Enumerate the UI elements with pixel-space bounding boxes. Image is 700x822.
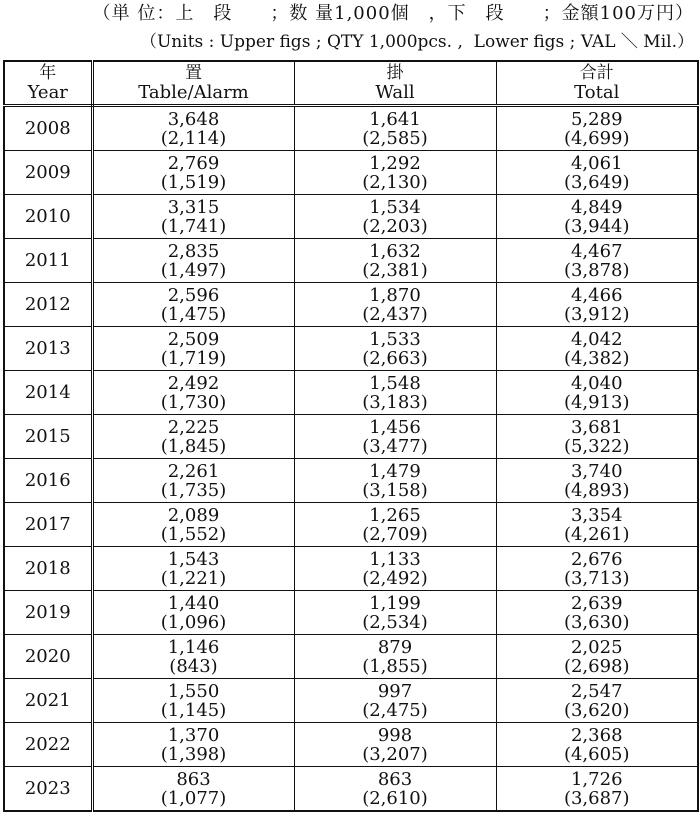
header-total-en: Total <box>574 81 620 103</box>
table-alarm-quantity: 1,146 <box>167 636 220 658</box>
year-cell <box>4 547 92 591</box>
year-cell <box>4 503 92 547</box>
table-alarm-cell <box>92 195 294 239</box>
year-cell <box>4 283 92 327</box>
table-alarm-value: (1,096) <box>160 611 227 633</box>
total-cell <box>496 679 698 723</box>
table-row <box>4 679 698 723</box>
total-cell <box>496 415 698 459</box>
wall-quantity: 1,199 <box>369 592 421 614</box>
table-alarm-quantity: 1,440 <box>167 592 220 614</box>
total-quantity: 2,639 <box>570 592 623 614</box>
wall-quantity: 1,479 <box>369 460 421 482</box>
table-alarm-cell <box>92 767 294 812</box>
wall-cell <box>294 679 496 723</box>
wall-value: (3,207) <box>362 743 428 765</box>
year-cell-text: 2012 <box>24 294 71 315</box>
year-cell-text: 2016 <box>24 470 71 491</box>
table-alarm-value: (1,077) <box>160 787 227 809</box>
header-wall-jp: 掛 <box>386 62 404 83</box>
wall-quantity: 1,265 <box>369 504 421 526</box>
total-cell <box>496 723 698 767</box>
table-row <box>4 195 698 239</box>
units-note-japanese: （単 位：上 段 ；数 量1,000個 ，下 段 ；金額100万円） <box>92 3 694 24</box>
wall-quantity: 1,641 <box>369 108 421 130</box>
wall-cell <box>294 415 496 459</box>
wall-cell <box>294 723 496 767</box>
table-alarm-quantity: 2,492 <box>167 372 220 394</box>
total-quantity: 4,040 <box>570 372 623 394</box>
total-value: (4,913) <box>563 391 630 413</box>
wall-quantity: 998 <box>377 724 413 746</box>
total-quantity: 3,354 <box>570 504 623 526</box>
header-wall <box>294 61 496 106</box>
total-value: (4,261) <box>563 523 630 545</box>
header-total <box>496 61 698 106</box>
table-alarm-value: (1,221) <box>160 567 227 589</box>
total-value: (2,698) <box>563 655 630 677</box>
total-quantity: 4,061 <box>570 152 623 174</box>
wall-quantity: 1,870 <box>369 284 421 306</box>
year-cell-text: 2017 <box>24 514 71 535</box>
wall-value: (2,437) <box>362 303 428 325</box>
table-row <box>4 151 698 195</box>
year-cell <box>4 151 92 195</box>
table-row <box>4 371 698 415</box>
table-alarm-value: (1,730) <box>160 391 227 413</box>
wall-value: (2,492) <box>362 567 428 589</box>
total-value: (3,630) <box>563 611 630 633</box>
year-cell <box>4 723 92 767</box>
year-cell <box>4 767 92 812</box>
total-cell <box>496 195 698 239</box>
table-alarm-quantity: 1,550 <box>167 680 220 702</box>
total-value: (3,912) <box>563 303 630 325</box>
year-cell <box>4 679 92 723</box>
table-alarm-value: (1,741) <box>160 215 227 237</box>
total-value: (3,878) <box>563 259 630 281</box>
wall-value: (2,534) <box>362 611 428 633</box>
table-alarm-quantity: 3,315 <box>167 196 220 218</box>
header-table-alarm <box>92 61 294 106</box>
year-cell <box>4 239 92 283</box>
total-quantity: 1,726 <box>570 768 623 790</box>
wall-value: (3,158) <box>362 479 428 501</box>
table-alarm-quantity: 2,261 <box>167 460 220 482</box>
total-quantity: 3,681 <box>570 416 623 438</box>
table-alarm-quantity: 2,509 <box>167 328 220 350</box>
wall-quantity: 863 <box>377 768 413 790</box>
table-alarm-value: (1,398) <box>160 743 227 765</box>
wall-quantity: 1,533 <box>369 328 421 350</box>
wall-quantity: 1,456 <box>369 416 421 438</box>
total-value: (5,322) <box>563 435 630 457</box>
clock-statistics-table <box>3 60 699 812</box>
table-alarm-cell <box>92 151 294 195</box>
year-cell <box>4 327 92 371</box>
total-cell <box>496 151 698 195</box>
total-quantity: 3,740 <box>570 460 623 482</box>
wall-quantity: 1,133 <box>369 548 421 570</box>
table-alarm-quantity: 2,225 <box>167 416 220 438</box>
header-year <box>4 61 92 106</box>
total-quantity: 4,467 <box>570 240 623 262</box>
wall-quantity: 997 <box>377 680 413 702</box>
year-cell <box>4 106 92 151</box>
total-cell <box>496 591 698 635</box>
table-alarm-value: (843) <box>169 655 218 677</box>
year-cell-text: 2013 <box>24 338 71 359</box>
wall-cell <box>294 371 496 415</box>
total-quantity: 4,849 <box>570 196 623 218</box>
table-alarm-value: (1,552) <box>160 523 227 545</box>
total-value: (3,713) <box>563 567 630 589</box>
table-alarm-value: (1,497) <box>160 259 227 281</box>
year-cell-text: 2010 <box>24 206 71 227</box>
table-alarm-value: (2,114) <box>160 127 227 149</box>
year-cell-text: 2023 <box>24 778 71 799</box>
wall-value: (2,203) <box>362 215 428 237</box>
year-cell-text: 2009 <box>24 162 71 183</box>
wall-value: (2,475) <box>362 699 428 721</box>
table-alarm-cell <box>92 415 294 459</box>
table-row <box>4 723 698 767</box>
wall-value: (3,183) <box>362 391 428 413</box>
table-alarm-value: (1,735) <box>160 479 227 501</box>
wall-cell <box>294 239 496 283</box>
table-alarm-cell <box>92 239 294 283</box>
table-alarm-value: (1,145) <box>160 699 227 721</box>
year-cell-text: 2015 <box>24 426 71 447</box>
wall-cell <box>294 635 496 679</box>
wall-cell <box>294 106 496 151</box>
wall-cell <box>294 547 496 591</box>
total-cell <box>496 283 698 327</box>
wall-value: (2,663) <box>362 347 428 369</box>
table-row <box>4 106 698 151</box>
year-cell <box>4 635 92 679</box>
header-total-jp: 合計 <box>579 62 614 83</box>
table-alarm-quantity: 2,835 <box>167 240 220 262</box>
wall-value: (1,855) <box>362 655 428 677</box>
header-wall-en: Wall <box>375 81 415 103</box>
total-cell <box>496 547 698 591</box>
year-cell-text: 2018 <box>24 558 71 579</box>
table-alarm-quantity: 2,596 <box>167 284 220 306</box>
table-row <box>4 327 698 371</box>
header-row <box>4 61 698 106</box>
wall-cell <box>294 195 496 239</box>
year-cell <box>4 459 92 503</box>
table-alarm-cell <box>92 723 294 767</box>
wall-value: (2,381) <box>362 259 428 281</box>
table-alarm-cell <box>92 327 294 371</box>
table-alarm-value: (1,719) <box>160 347 227 369</box>
table-alarm-quantity: 1,543 <box>167 548 220 570</box>
total-quantity: 2,547 <box>570 680 623 702</box>
table-row <box>4 459 698 503</box>
wall-value: (2,709) <box>362 523 428 545</box>
table-alarm-cell <box>92 503 294 547</box>
table-alarm-quantity: 1,370 <box>167 724 220 746</box>
total-cell <box>496 327 698 371</box>
wall-cell <box>294 767 496 812</box>
year-cell-text: 2022 <box>24 734 71 755</box>
wall-value: (3,477) <box>362 435 428 457</box>
total-value: (3,649) <box>563 171 630 193</box>
header-table-alarm-en: Table/Alarm <box>138 81 249 103</box>
table-alarm-quantity: 863 <box>176 768 211 790</box>
header-year-en: Year <box>27 81 68 103</box>
wall-cell <box>294 503 496 547</box>
wall-quantity: 1,292 <box>369 152 421 174</box>
year-cell-text: 2019 <box>24 602 71 623</box>
table-row <box>4 239 698 283</box>
table-row <box>4 767 698 812</box>
total-value: (4,699) <box>563 127 630 149</box>
wall-quantity: 1,534 <box>369 196 421 218</box>
wall-quantity: 879 <box>377 636 413 658</box>
total-cell <box>496 459 698 503</box>
total-cell <box>496 106 698 151</box>
table-alarm-value: (1,475) <box>160 303 227 325</box>
year-cell <box>4 591 92 635</box>
table-alarm-value: (1,845) <box>160 435 227 457</box>
total-quantity: 4,466 <box>570 284 623 306</box>
total-value: (3,620) <box>563 699 630 721</box>
total-cell <box>496 503 698 547</box>
wall-cell <box>294 327 496 371</box>
wall-value: (2,585) <box>362 127 428 149</box>
year-cell <box>4 371 92 415</box>
year-cell-text: 2011 <box>24 250 71 271</box>
table-alarm-quantity: 2,769 <box>167 152 220 174</box>
year-cell <box>4 195 92 239</box>
table-row <box>4 503 698 547</box>
table-alarm-cell <box>92 371 294 415</box>
year-cell-text: 2020 <box>24 646 71 667</box>
header-year-jp: 年 <box>39 62 57 83</box>
table-row <box>4 415 698 459</box>
table-alarm-cell <box>92 591 294 635</box>
total-quantity: 2,025 <box>570 636 623 658</box>
table-alarm-cell <box>92 679 294 723</box>
units-note-english: （Units : Upper figs ; QTY 1,000pcs. , Lower figs ; VAL ＼ Mil.） <box>139 32 694 52</box>
total-quantity: 2,676 <box>570 548 623 570</box>
total-value: (4,382) <box>563 347 630 369</box>
year-cell-text: 2014 <box>24 382 71 403</box>
total-quantity: 4,042 <box>570 328 623 350</box>
year-cell-text: 2008 <box>24 118 71 139</box>
total-quantity: 2,368 <box>570 724 623 746</box>
table-alarm-quantity: 3,648 <box>167 108 220 130</box>
total-cell <box>496 371 698 415</box>
table-row <box>4 591 698 635</box>
table-alarm-cell <box>92 106 294 151</box>
wall-cell <box>294 151 496 195</box>
table-alarm-value: (1,519) <box>160 171 227 193</box>
total-value: (4,605) <box>563 743 630 765</box>
table-body <box>4 106 698 812</box>
table-alarm-cell <box>92 547 294 591</box>
table-alarm-cell <box>92 459 294 503</box>
wall-cell <box>294 283 496 327</box>
total-value: (3,944) <box>563 215 630 237</box>
header-table-alarm-jp: 置 <box>185 62 202 83</box>
table-row <box>4 635 698 679</box>
wall-value: (2,130) <box>362 171 428 193</box>
wall-cell <box>294 591 496 635</box>
total-cell <box>496 635 698 679</box>
wall-cell <box>294 459 496 503</box>
total-quantity: 5,289 <box>570 108 623 130</box>
wall-quantity: 1,548 <box>369 372 421 394</box>
total-value: (3,687) <box>563 787 630 809</box>
wall-value: (2,610) <box>362 787 428 809</box>
table-alarm-cell <box>92 283 294 327</box>
table-row <box>4 283 698 327</box>
table-alarm-quantity: 2,089 <box>167 504 220 526</box>
year-cell <box>4 415 92 459</box>
table-row <box>4 547 698 591</box>
total-value: (4,893) <box>563 479 630 501</box>
total-cell <box>496 767 698 812</box>
wall-quantity: 1,632 <box>369 240 421 262</box>
year-cell-text: 2021 <box>24 690 71 711</box>
table-alarm-cell <box>92 635 294 679</box>
total-cell <box>496 239 698 283</box>
